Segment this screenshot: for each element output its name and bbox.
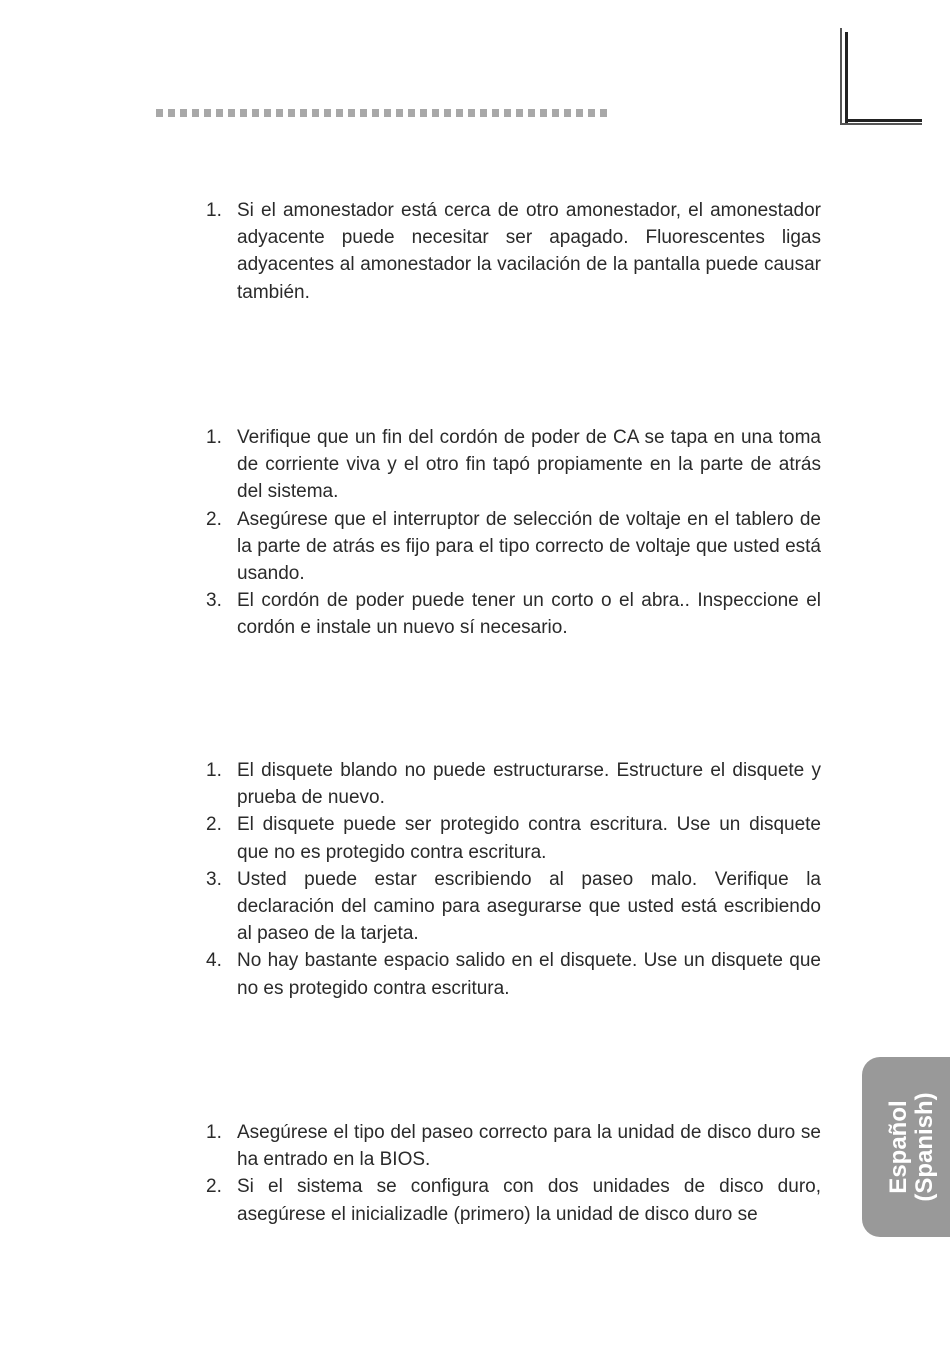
section-2-list [206,424,821,642]
header-dot [168,109,175,117]
list-item [206,811,821,865]
header-dot [228,109,235,117]
language-side-tab [862,1057,950,1237]
header-dot [180,109,187,117]
item-number: 1. [206,200,222,221]
list-item [206,197,821,306]
header-dot [540,109,547,117]
item-text: Usted puede estar escribiendo al paseo malo. Verifique la declaración del camino para asegurarse que usted está escribiendo al paseo de la tarjeta. [237,868,821,945]
list-item [206,506,821,588]
language-name-english: (Spanish) [911,1092,938,1202]
header-dot [204,109,211,117]
header-dot [480,109,487,117]
header-dot [348,109,355,117]
language-name: Español [885,1100,912,1194]
language-label [886,1092,938,1201]
list-item [206,947,821,1001]
header-dot [492,109,499,117]
item-text: Si el amonestador está cerca de otro amonestador, el amonestador adyacente puede necesitar ser apagado. Fluorescentes ligas adyacentes al amonestador la vacilación de la pantalla puede causar también. [237,200,821,303]
header-dot [456,109,463,117]
header-dot [420,109,427,117]
header-dot [528,109,535,117]
corner-bracket-mark [840,28,922,126]
header-dot [372,109,379,117]
header-dot [216,109,223,117]
header-dot [396,109,403,117]
header-dot [336,109,343,117]
item-number: 1. [206,1122,222,1143]
list-item [206,866,821,948]
header-dot [552,109,559,117]
header-dot [264,109,271,117]
item-number: 1. [206,760,222,781]
list-item [206,757,821,811]
item-text: Si el sistema se configura con dos unidades de disco duro, asegúrese el inicializadle (primero) la unidad de disco duro se [237,1176,821,1225]
header-dot [432,109,439,117]
item-number: 4. [206,950,222,972]
header-dot [444,109,451,117]
header-dot [600,109,607,117]
header-dot [252,109,259,117]
section-3-list [206,757,821,1002]
item-text: Asegúrese que el interruptor de selección de voltaje en el tablero de la parte de atrás es fijo para el tipo correcto de voltaje que usted está usando. [237,508,821,585]
header-dot [504,109,511,117]
list-item [206,1119,821,1173]
section-1-list [206,197,821,306]
item-text: El disquete blando no puede estructurarse. Estructure el disquete y prueba de nuevo. [237,760,821,809]
item-number: 2. [206,508,222,530]
header-dot [360,109,367,117]
header-dot [192,109,199,117]
header-dot [384,109,391,117]
item-number: 2. [206,1176,222,1198]
header-dot [588,109,595,117]
item-text: Verifique que un fin del cordón de poder de CA se tapa en una toma de corriente viva y el otro fin tapó propiamente en la parte de atrás del sistema. [237,427,821,503]
item-text: Asegúrese el tipo del paseo correcto para la unidad de disco duro se ha entrado en la BIOS. [237,1122,821,1171]
item-number: 1. [206,427,222,448]
header-dot [324,109,331,117]
header-dot [564,109,571,117]
header-dot [156,109,163,117]
header-dot [240,109,247,117]
item-text: El disquete puede ser protegido contra escritura. Use un disquete que no es protegido contra escritura. [237,814,821,863]
section-4-list [206,1119,821,1228]
header-dot [576,109,583,117]
item-number: 3. [206,868,222,890]
header-dot [288,109,295,117]
header-dot [312,109,319,117]
header-dotted-rule [156,109,607,117]
list-item [206,1173,821,1227]
header-dot [300,109,307,117]
item-number: 2. [206,814,222,836]
header-dot [468,109,475,117]
list-item [206,424,821,506]
header-dot [408,109,415,117]
item-text: No hay bastante espacio salido en el disquete. Use un disquete que no es protegido contra escritura. [237,950,821,999]
list-item [206,587,821,641]
header-dot [276,109,283,117]
item-text: El cordón de poder puede tener un corto o el abra.. Inspeccione el cordón e instale un nuevo sí necesario. [237,590,821,639]
header-dot [516,109,523,117]
item-number: 3. [206,590,222,612]
